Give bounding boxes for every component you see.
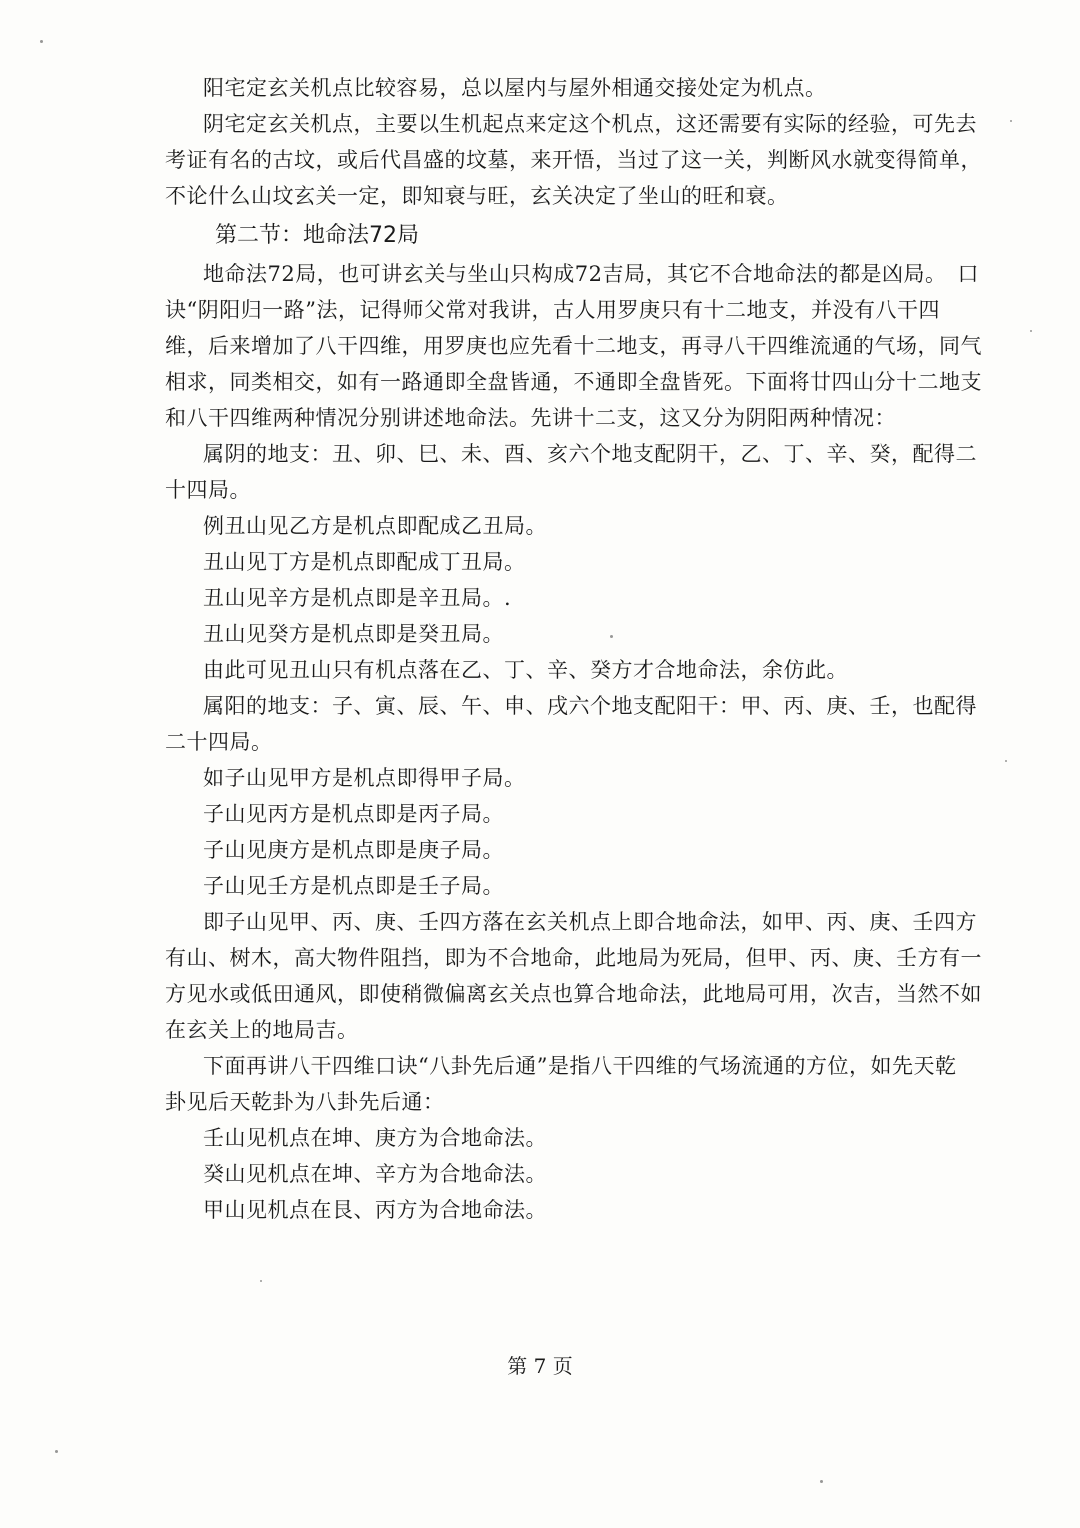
text-line: 丑山见丁方是机点即配成丁丑局。	[203, 550, 526, 574]
scan-speck	[40, 40, 43, 43]
text-line: 由此可见丑山只有机点落在乙、丁、辛、癸方才合地命法，余仿此。	[203, 658, 848, 682]
text-line: 考证有名的古坟，或后代昌盛的坟墓，来开悟，当过了这一关，判断风水就变得简单，	[165, 148, 982, 172]
scan-speck	[260, 1280, 262, 1282]
text-line: 在玄关上的地局吉。	[165, 1018, 359, 1042]
scan-speck	[55, 1450, 58, 1453]
text-line: 卦见后天乾卦为八卦先后通：	[165, 1090, 445, 1114]
intro-paragraphs	[165, 70, 982, 214]
scan-speck	[1005, 760, 1007, 762]
text-line: 子山见庚方是机点即是庚子局。	[203, 838, 504, 862]
text-line: 属阳的地支：子、寅、辰、午、申、戌六个地支配阳干：甲、丙、庚、壬，也配得	[203, 694, 977, 718]
text-line: 下面再讲八干四维口诀“八卦先后通”是指八干四维的气场流通的方位，如先天乾	[203, 1054, 957, 1078]
text-line: 和八干四维两种情况分别讲述地命法。先讲十二支，这又分为阴阳两种情况：	[165, 406, 896, 430]
text-line: 十四局。	[165, 478, 251, 502]
text-line: 子山见壬方是机点即是壬子局。	[203, 874, 504, 898]
text-line: 癸山见机点在坤、辛方为合地命法。	[203, 1162, 547, 1186]
text-line: 属阴的地支：丑、卯、巳、未、酉、亥六个地支配阴干，乙、丁、辛、癸，配得二	[203, 442, 977, 466]
text-line: 诀“阴阳归一路”法，记得师父常对我讲，古人用罗庚只有十二地支，并没有八干四	[165, 298, 940, 322]
text-line: 二十四局。	[165, 730, 273, 754]
text-line: 地命法72局，也可讲玄关与坐山只构成72吉局，其它不合地命法的都是凶局。 口	[203, 262, 979, 286]
scan-speck	[1030, 330, 1032, 332]
document-body	[165, 70, 982, 1228]
scan-speck	[1010, 120, 1012, 122]
text-line: 例丑山见乙方是机点即配成乙丑局。	[203, 514, 547, 538]
text-line: 阴宅定玄关机点，主要以生机起点来定这个机点，这还需要有实际的经验，可先去	[203, 112, 977, 136]
main-paragraphs	[165, 256, 982, 1228]
scan-speck	[820, 1480, 823, 1483]
text-line: 丑山见癸方是机点即是癸丑局。	[203, 622, 504, 646]
text-line: 即子山见甲、丙、庚、壬四方落在玄关机点上即合地命法，如甲、丙、庚、壬四方	[203, 910, 977, 934]
text-line: 如子山见甲方是机点即得甲子局。	[203, 766, 526, 790]
scan-speck	[610, 635, 613, 638]
page-number: 第 7 页	[507, 1354, 573, 1378]
text-line: 维，后来增加了八干四维，用罗庚也应先看十二地支，再寻八干四维流通的气场，同气	[165, 334, 982, 358]
text-line: 丑山见辛方是机点即是辛丑局。.	[203, 586, 512, 610]
text-line: 壬山见机点在坤、庚方为合地命法。	[203, 1126, 547, 1150]
text-line: 方见水或低田通风，即使稍微偏离玄关点也算合地命法，此地局可用，次吉，当然不如	[165, 982, 982, 1006]
text-line: 甲山见机点在艮、丙方为合地命法。	[203, 1198, 547, 1222]
text-line: 有山、树木，高大物件阻挡，即为不合地命，此地局为死局，但甲、丙、庚、壬方有一	[165, 946, 982, 970]
text-line: 相求，同类相交，如有一路通即全盘皆通，不通即全盘皆死。下面将廿四山分十二地支	[165, 370, 982, 394]
text-line: 阳宅定玄关机点比较容易，总以屋内与屋外相通交接处定为机点。	[203, 76, 827, 100]
section-heading: 第二节：地命法72局	[215, 223, 419, 248]
text-line: 不论什么山坟玄关一定，即知衰与旺，玄关决定了坐山的旺和衰。	[165, 184, 789, 208]
text-line: 子山见丙方是机点即是丙子局。	[203, 802, 504, 826]
